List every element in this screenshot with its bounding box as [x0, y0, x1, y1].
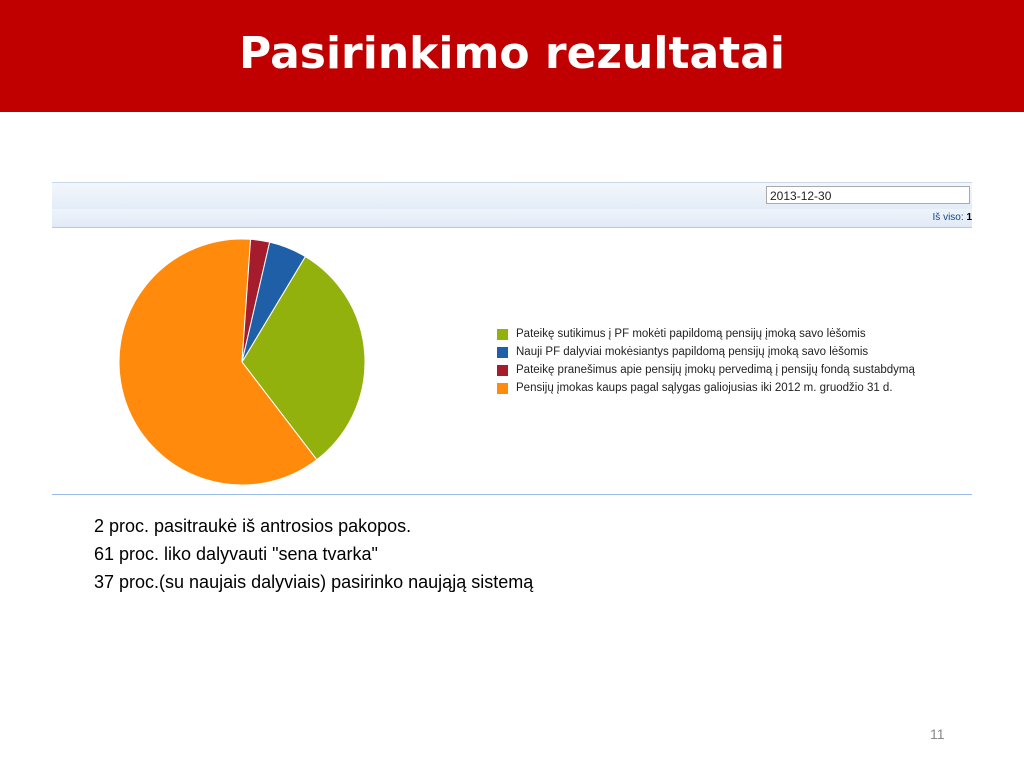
legend-swatch [497, 347, 508, 358]
total-label-text: Iš viso: [932, 212, 964, 223]
chart-screenshot [52, 182, 972, 496]
note-line: 37 proc.(su naujais dalyviais) pasirinko naująją sistemą [94, 572, 534, 592]
legend-item [497, 325, 915, 343]
pie-chart [52, 182, 492, 494]
legend-item [497, 343, 915, 361]
chart-legend [497, 325, 915, 397]
divider [52, 494, 972, 495]
slide-title: Pasirinkimo rezultatai [239, 28, 785, 79]
legend-swatch [497, 365, 508, 376]
legend-label: Pensijų įmokas kaups pagal sąlygas galiojusias iki 2012 m. gruodžio 31 d. [516, 382, 893, 394]
page-number: 11 [930, 726, 945, 742]
legend-label: Pateikę pranešimus apie pensijų įmokų pervedimą į pensijų fondą sustabdymą [516, 364, 915, 376]
legend-swatch [497, 383, 508, 394]
title-bar [0, 0, 1024, 112]
legend-label: Nauji PF dalyviai mokėsiantys papildomą pensijų įmoką savo lėšomis [516, 346, 869, 358]
legend-item [497, 361, 915, 379]
notes [94, 512, 533, 596]
note-line: 61 proc. liko dalyvauti "sena tvarka" [94, 544, 378, 564]
legend-swatch [497, 329, 508, 340]
total-value: 1 [966, 212, 972, 223]
total-label [933, 212, 972, 223]
legend-label: Pateikę sutikimus į PF mokėti papildomą pensijų įmoką savo lėšomis [516, 328, 866, 340]
note-line: 2 proc. pasitraukė iš antrosios pakopos. [94, 516, 412, 536]
date-field[interactable]: 2013-12-30 [766, 186, 970, 204]
legend-item [497, 379, 915, 397]
